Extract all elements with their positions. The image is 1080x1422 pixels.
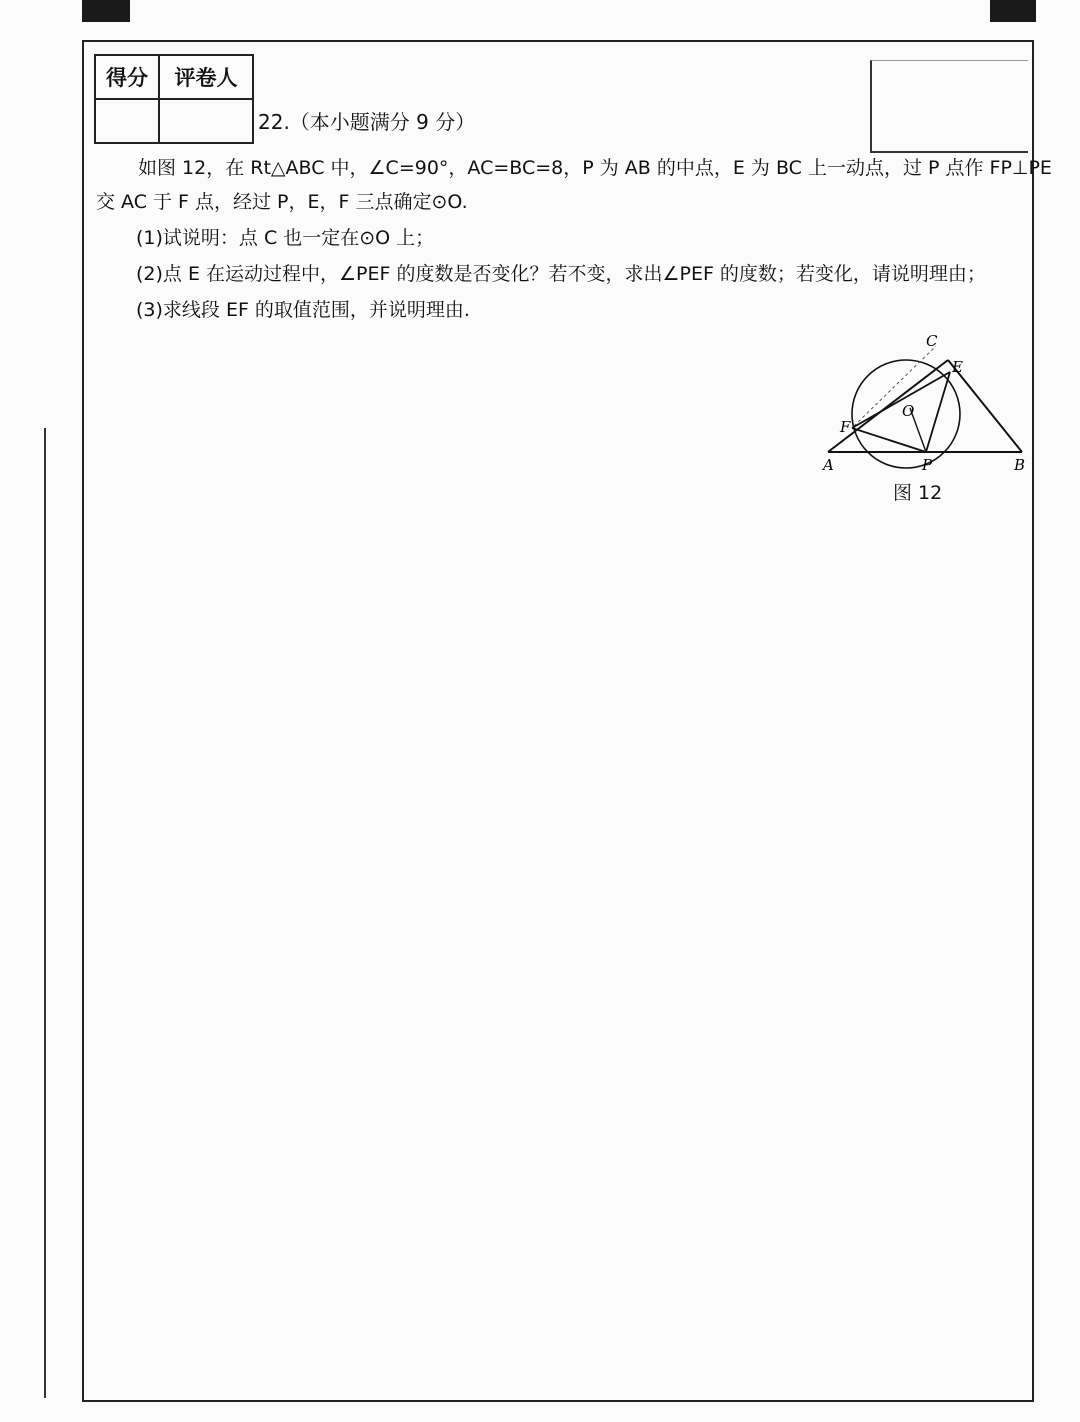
question-part-2: (2)点 E 在运动过程中，∠PEF 的度数是否变化？若不变，求出∠PEF 的度数；若变化，请说明理由； <box>136 263 986 285</box>
label-p: P <box>922 456 933 474</box>
figure-caption: 图 12 <box>893 482 943 504</box>
corner-registration-mark-right <box>990 0 1036 22</box>
question-intro-line2: 交 AC 于 F 点，经过 P，E，F 三点确定⊙O. <box>96 191 468 213</box>
score-header: 得分 <box>95 55 159 99</box>
binding-margin-line <box>44 428 46 1398</box>
label-a: A <box>823 456 834 474</box>
question-intro-line1: 如图 12，在 Rt△ABC 中，∠C=90°，AC=BC=8，P 为 AB 的中点，E 为 BC 上一动点，过 P 点作 FP⊥PE <box>138 157 1052 179</box>
question-part-3: (3)求线段 EF 的取值范围，并说明理由. <box>136 299 470 321</box>
label-f: F <box>840 418 851 436</box>
grader-cell[interactable] <box>159 99 253 143</box>
label-c: C <box>926 332 938 350</box>
corner-registration-mark-left <box>82 0 130 22</box>
question-heading: 22.（本小题满分 9 分） <box>258 110 476 134</box>
question-part-1: (1)试说明：点 C 也一定在⊙O 上； <box>136 227 435 249</box>
figure-12 <box>818 330 1030 476</box>
score-cell[interactable] <box>95 99 159 143</box>
label-e: E <box>952 358 963 376</box>
corner-box <box>870 60 1028 153</box>
segment-fp <box>852 428 926 452</box>
grader-header: 评卷人 <box>159 55 253 99</box>
score-table <box>94 54 254 144</box>
label-o: O <box>902 402 915 420</box>
label-b: B <box>1014 456 1026 474</box>
